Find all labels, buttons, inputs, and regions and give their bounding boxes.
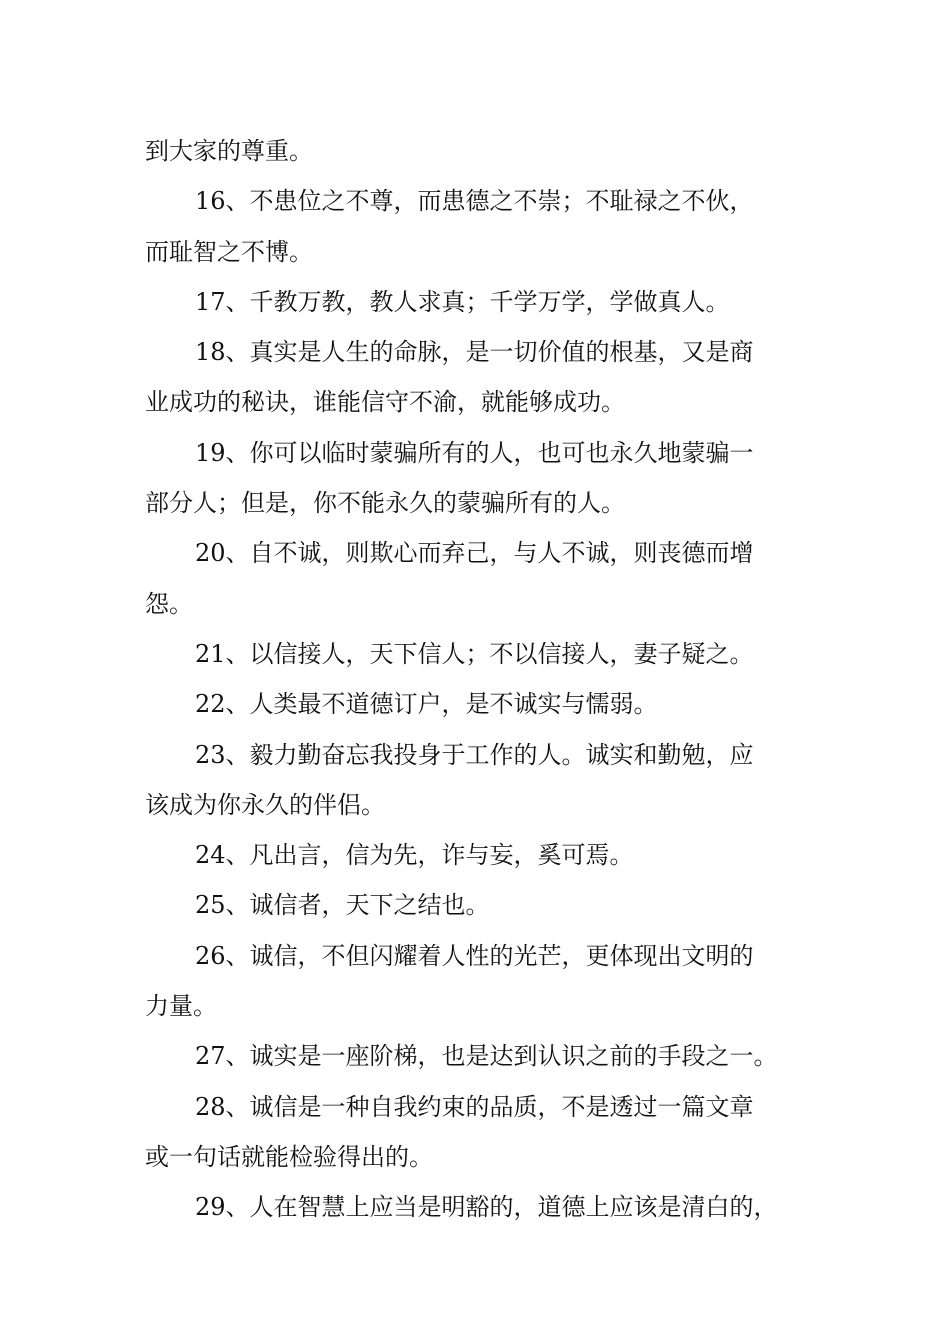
paragraph-20-line-2: 怨。 — [145, 589, 193, 618]
paragraph-26-line-1: 26、诚信，不但闪耀着人性的光芒，更体现出文明的 — [195, 941, 754, 970]
paragraph-28-line-1: 28、诚信是一种自我约束的品质，不是透过一篇文章 — [195, 1092, 754, 1121]
paragraph-28-line-2: 或一句话就能检验得出的。 — [145, 1142, 433, 1171]
paragraph-23-line-1: 23、毅力勤奋忘我投身于工作的人。诚实和勤勉，应 — [195, 740, 754, 769]
paragraph-20-line-1: 20、自不诚，则欺心而弃己，与人不诚，则丧德而增 — [195, 539, 754, 568]
body-text — [145, 126, 810, 1233]
paragraph-26-line-2: 力量。 — [145, 992, 217, 1021]
paragraph-17: 17、千教万教，教人求真；千学万学，学做真人。 — [195, 287, 730, 316]
paragraph-18-line-2: 业成功的秘诀，谁能信守不渝，就能够成功。 — [145, 388, 625, 417]
paragraph-22: 22、人类最不道德订户，是不诚实与懦弱。 — [195, 690, 658, 719]
paragraph-25: 25、诚信者，天下之结也。 — [195, 891, 490, 920]
paragraph-18-line-1: 18、真实是人生的命脉，是一切价值的根基，又是商 — [195, 338, 754, 367]
paragraph-19-line-1: 19、你可以临时蒙骗所有的人，也可也永久地蒙骗一 — [195, 438, 754, 467]
paragraph-24: 24、凡出言，信为先，诈与妄，奚可焉。 — [195, 841, 634, 870]
text-line: 到大家的尊重。 — [145, 137, 313, 165]
paragraph-29-line-1: 29、人在智慧上应当是明豁的，道德上应该是清白的， — [195, 1193, 778, 1222]
paragraph-21: 21、以信接人，天下信人；不以信接人，妻子疑之。 — [195, 639, 754, 668]
paragraph-27: 27、诚实是一座阶梯，也是达到认识之前的手段之一。 — [195, 1042, 778, 1071]
paragraph-16-line-1: 16、不患位之不尊，而患德之不崇；不耻禄之不伙， — [195, 187, 754, 216]
paragraph-16-line-2: 而耻智之不博。 — [145, 237, 313, 266]
paragraph-23-line-2: 该成为你永久的伴侣。 — [145, 790, 385, 819]
paragraph-19-line-2: 部分人；但是，你不能永久的蒙骗所有的人。 — [145, 489, 625, 518]
